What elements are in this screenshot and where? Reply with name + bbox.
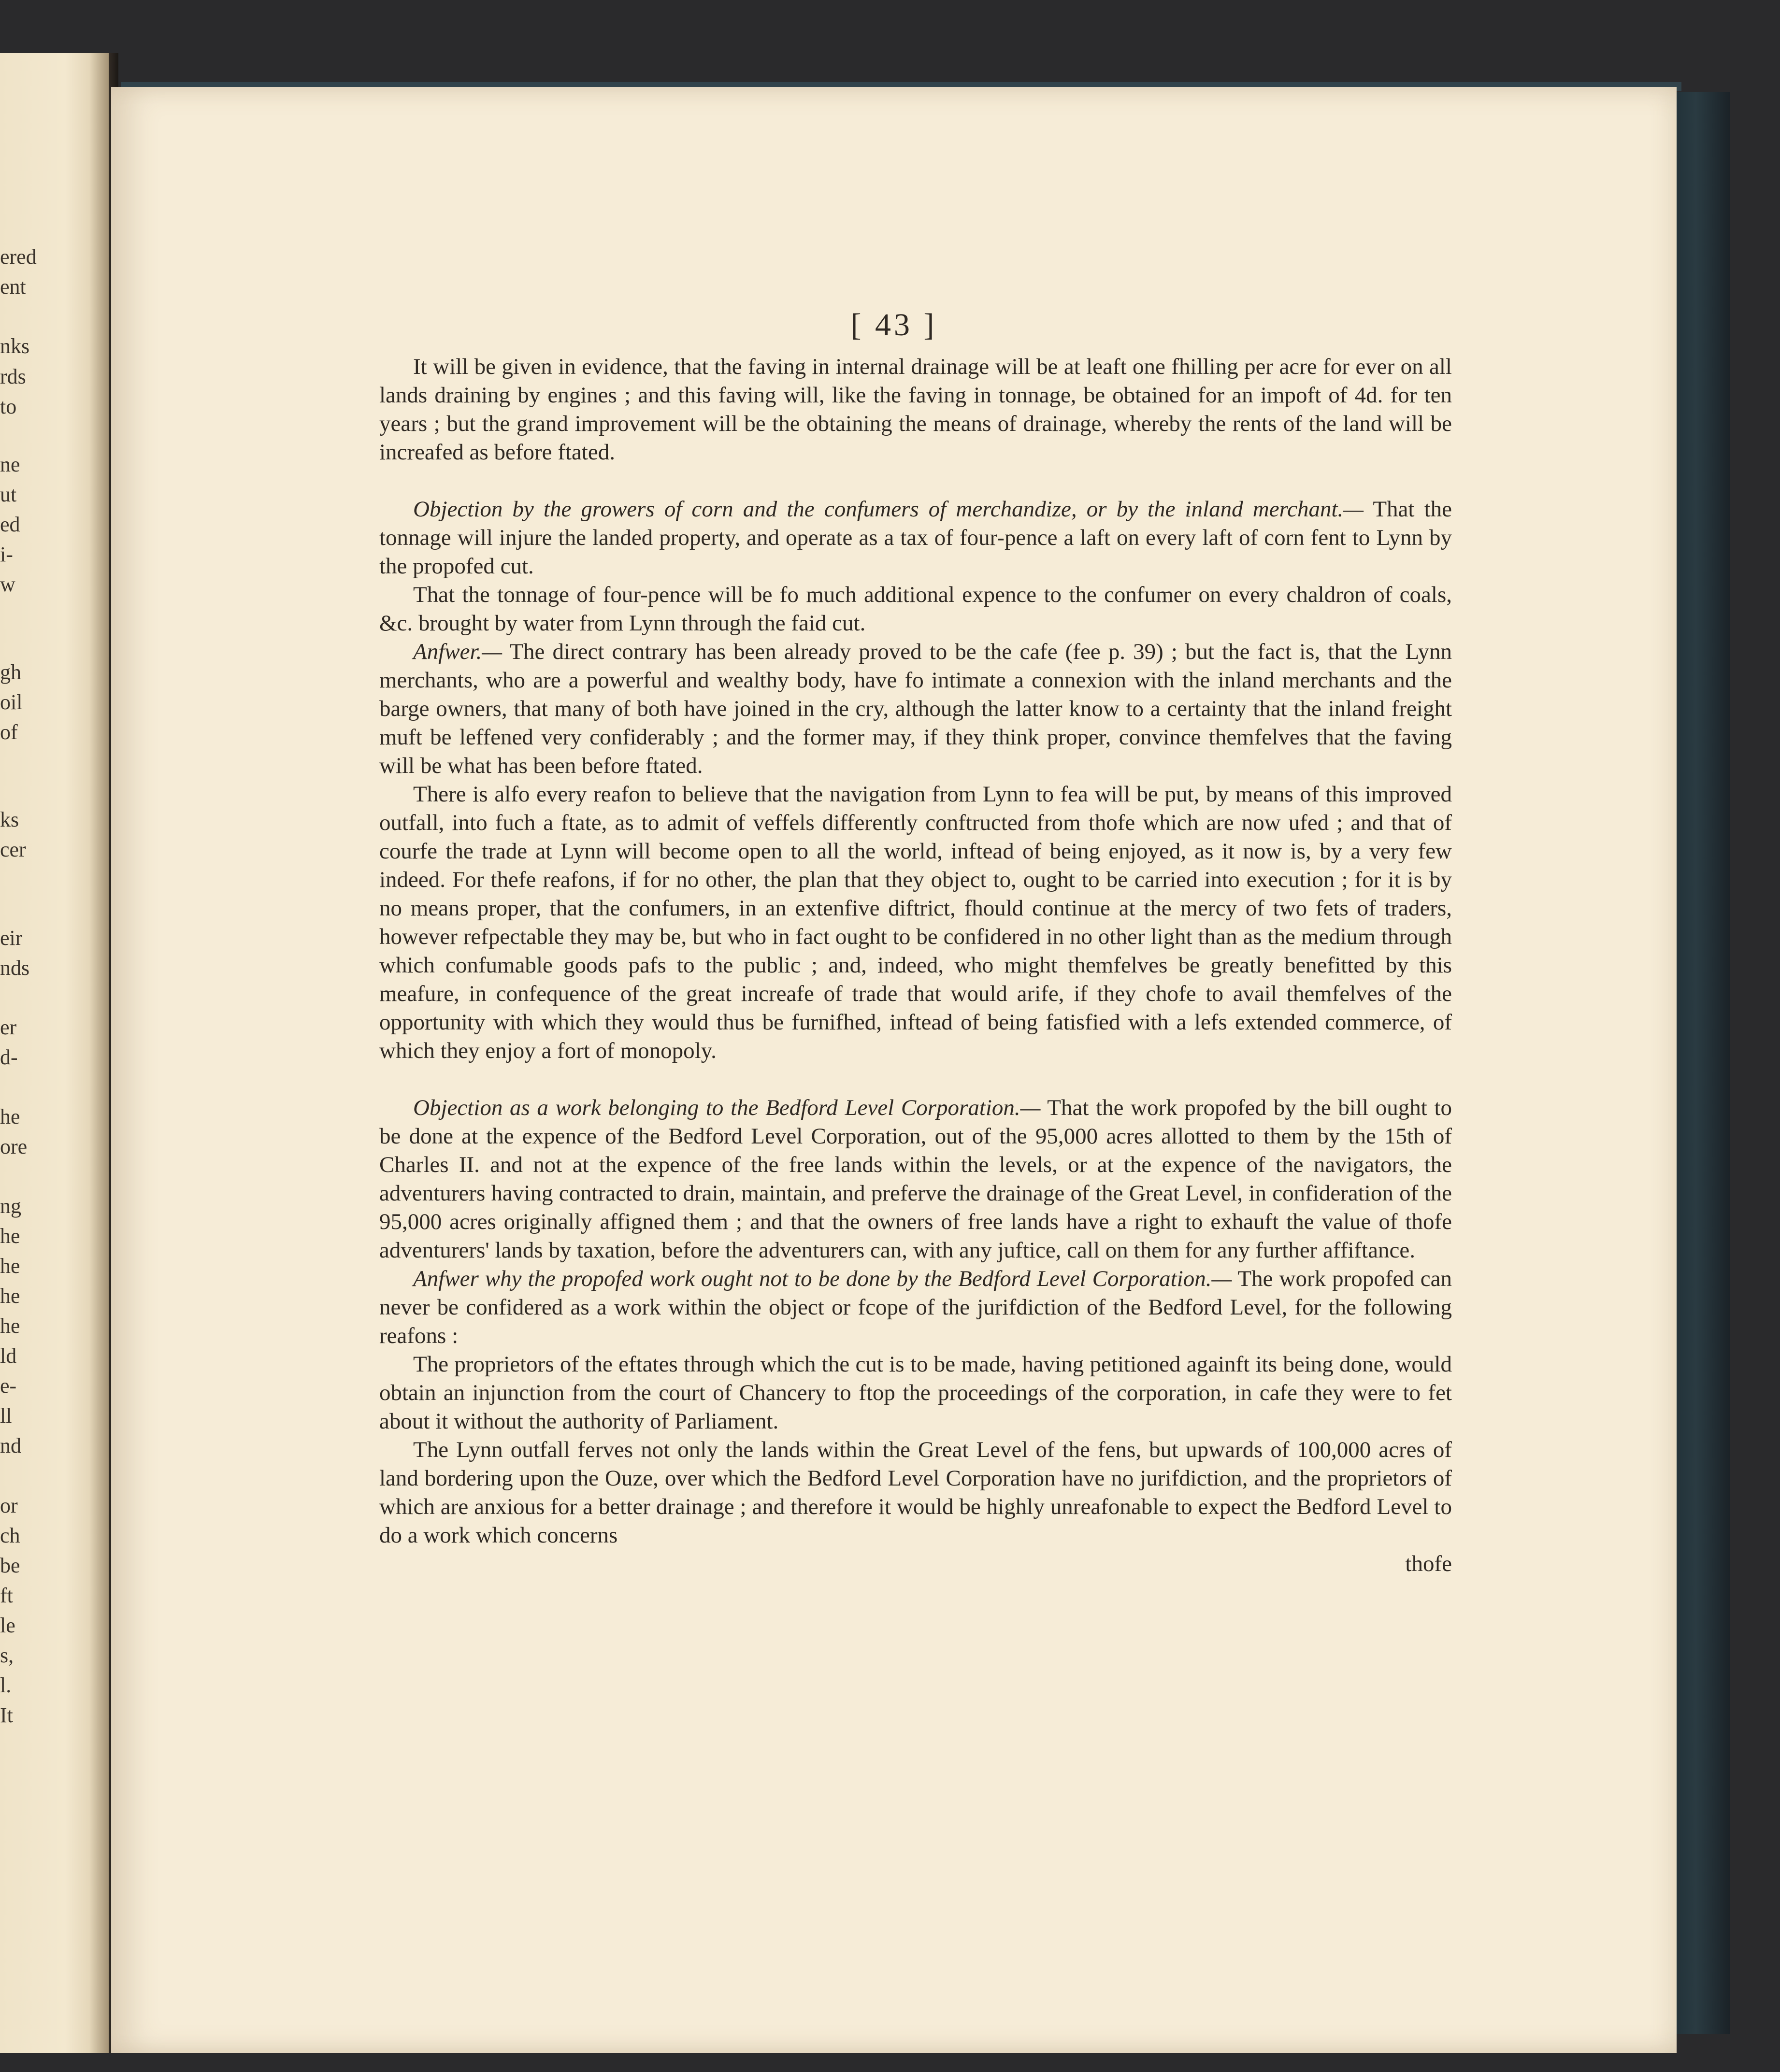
paragraph-outfall: The Lynn outfall ferves not only the lands within the Great Level of the fens, but upwards of 100,000 acres of land bordering upon the Ouze, over which the Bedford Level Corporation have no jurifdiction, and the proprietors of which are anxious for a better drainage ; and therefore it would be highly unreafonable to expect the Bedford Level to do a work which concerns — [379, 1437, 1452, 1548]
paragraph-navigation: There is alfo every reafon to believe that the navigation from Lynn to fea will be put, by means of this improved outfall, into fuch a ftate, as to admit of veffels differently conftructed from thofe which are now ufed ; and that of courfe the trade at Lynn will become open to all the world, inftead of being enjoyed, as it now is, by a very few indeed. For thefe reafons, if for no other, the plan that they object to, ought to be carried into execution ; for it is by no means proper, that the confumers, in an extenfive diftrict, fhould continue at the mercy of two fets of traders, however refpectable they may be, but who in fact ought to be confidered in no other light than as the medium through which confumable goods pafs to the public ; and, indeed, who might themfelves be greatly benefitted by this meafure, in confequence of the great increafe of trade that would arife, if they chofe to avail themfelves of the opportunity with which they would thus be furnifhed, inftead of being fatisfied with a lefs extended commerce, of which they enjoy a fort of monopoly. — [379, 782, 1452, 1063]
paragraph-answer-bedford — [379, 1265, 1452, 1350]
page-number: [ 43 ] — [850, 307, 937, 343]
left-page-fragment: eir — [0, 926, 23, 950]
left-page-fragment: e- — [0, 1374, 17, 1398]
paragraph-proprietors: The proprietors of the eftates through which the cut is to be made, having petitioned againft its being done, would obtain an injunction from the court of Chancery to ftop the proceedings of the corporation, in cafe they were to fet about it without the authority of Parliament. — [379, 1352, 1452, 1434]
paragraph-evidence: It will be given in evidence, that the faving in internal drainage will be at leaft one fhilling per acre for ever on all lands draining by engines ; and this faving will, like the faving in tonnage, be obtained for an impoft of 4d. for ten years ; but the grand improvement will be the obtaining the means of drainage, whereby the rents of the land will be increafed as before ftated. — [379, 354, 1452, 465]
paragraph-objection-bedford — [379, 1094, 1452, 1265]
answer-text: The work propofed can never be confidered as a work within the object or fcope of the jurifdiction of the Bedford Level, for the following reafons : — [379, 1266, 1452, 1348]
left-page-fragment: le — [0, 1614, 15, 1637]
left-page-fragment: gh — [0, 660, 21, 684]
objection-heading: Objection as a work belonging to the Bedford Level Corporation.— — [413, 1095, 1041, 1120]
paragraph-tonnage: That the tonnage of four-pence will be fo much additional expence to the confumer on every chaldron of coals, &c. brought by water from Lynn through the faid cut. — [379, 582, 1452, 636]
left-page-fragment: ent — [0, 275, 26, 299]
left-page-fragment: he — [0, 1314, 20, 1338]
left-page-fragment: ll — [0, 1404, 12, 1428]
right-page — [111, 87, 1677, 2053]
left-page-fragment: l. — [0, 1673, 12, 1697]
answer-text: The direct contrary has been already proved to be the cafe (fee p. 39) ; but the fact is, that the Lynn merchants, who are a powerful and wealthy body, have fo intimate a connexion with the inland merchants and the barge owners, that many of both have joined in the cry, although the latter know to a certainty that the inland freight muft be leffened very confiderably ; and the former may, if they think proper, convince themfelves that the faving will be what has been before ftated. — [379, 639, 1452, 778]
left-page-fragment: he — [0, 1284, 20, 1308]
left-page-fragment: of — [0, 720, 18, 744]
objection-text: That the work propofed by the bill ought to be done at the expence of the Bedford Level Corporation, out of the 95,000 acres allotted to them by the 15th of Charles II. and not at the expence of the free lands within the levels, or at the expence of the navigators, the adventurers having contracted to drain, maintain, and preferve the drainage of the Great Level, in confideration of the 95,000 acres originally affigned them ; and that the owners of free lands have a right to exhauft the value of thofe adventurers' lands by taxation, before the adventurers can, with any juftice, call on them for any further affiftance. — [379, 1095, 1452, 1263]
left-page-fragment: he — [0, 1224, 20, 1248]
left-page-fragment: ered — [0, 245, 37, 269]
left-page-fragment: i- — [0, 543, 13, 566]
objection-heading: Objection by the growers of corn and the confumers of merchandize, or by the inland merchant.— — [413, 497, 1364, 522]
left-page-fragment: cer — [0, 838, 26, 861]
left-page-fragment: nd — [0, 1434, 21, 1458]
left-page-fragment: ft — [0, 1584, 13, 1607]
answer-heading: Anfwer.— — [413, 639, 502, 664]
left-page-fragment: ore — [0, 1135, 28, 1158]
left-page-fragment: w — [0, 572, 15, 596]
answer-heading: Anfwer why the propofed work ought not to be done by the Bedford Level Corporation.— — [413, 1266, 1232, 1291]
left-page-fragment: nds — [0, 956, 30, 980]
left-page-fragment: to — [0, 395, 17, 418]
left-page-fragment: rds — [0, 365, 26, 388]
objection-text: That the tonnage will injure the landed property, and operate as a tax of four-pence a laft on every laft of corn fent to Lynn by the propofed cut. — [379, 497, 1452, 579]
left-page-fragment: oil — [0, 690, 23, 714]
left-page-fragment: It — [0, 1703, 13, 1727]
left-page-fragment: nks — [0, 334, 30, 358]
left-page-fragment: ch — [0, 1524, 20, 1547]
left-page-fragment: s, — [0, 1643, 14, 1667]
left-page-fragment: be — [0, 1554, 20, 1577]
paragraph-objection-corn — [379, 495, 1452, 581]
left-page-fragment: ut — [0, 483, 17, 506]
left-page-fragment: or — [0, 1494, 18, 1517]
catchword: thofe — [1405, 1551, 1452, 1576]
left-page-fragment: ed — [0, 513, 20, 536]
paragraph-answer — [379, 638, 1452, 780]
left-page-fragment: he — [0, 1254, 20, 1278]
page-body — [379, 353, 1452, 1578]
left-page-fragment: ng — [0, 1194, 21, 1218]
left-page-fragment: ks — [0, 808, 19, 831]
left-page-fragment: ld — [0, 1344, 17, 1368]
left-page-fragment: er — [0, 1015, 17, 1039]
left-page-fragment: he — [0, 1105, 20, 1129]
left-page-fragment: d- — [0, 1045, 18, 1069]
left-page-fragment: ne — [0, 453, 20, 476]
